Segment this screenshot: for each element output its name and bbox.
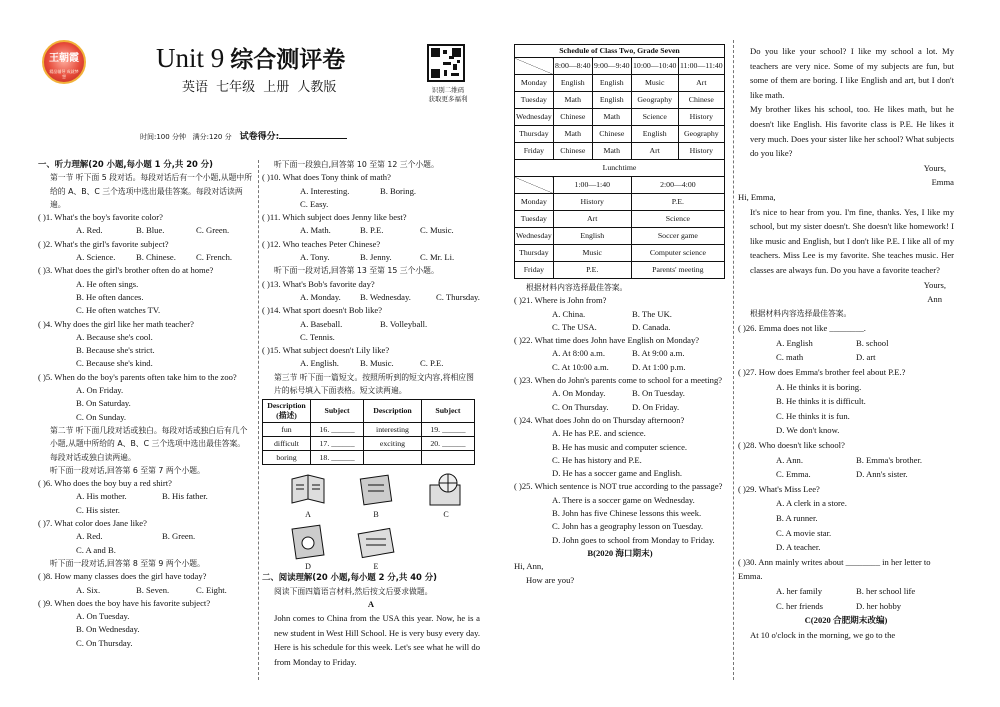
score-blank[interactable] — [279, 131, 347, 139]
question-25[interactable]: ( )25. Which sentence is NOT true according to the passage? A. There is a soccer game on Wednesday. B. John has five Chinese lessons this week. C. John has a geography lesson on Tuesday. D. John goes to school from Monday to Friday. — [514, 481, 723, 545]
schedule-title: Schedule of Class Two, Grade Seven — [515, 45, 725, 58]
answer-blank-16[interactable]: 16. ______ — [311, 423, 364, 437]
day-cell: Thursday — [515, 245, 554, 262]
schedule-row — [515, 75, 725, 92]
column-2 — [262, 158, 480, 669]
section-heading: 一、听力理解(20 小题,每小题 1 分,共 20 分) — [38, 159, 213, 169]
table-cell: boring — [263, 451, 311, 465]
subject-cell: Parents' meeting — [631, 262, 724, 279]
book-icon — [354, 471, 398, 509]
sports-book-icon — [286, 523, 330, 561]
section-heading: 二、阅读理解(20 小题,每小题 2 分,共 40 分) — [262, 572, 437, 583]
instruction: 阅读下面四篇语言材料,然后按文后要求做题。 — [274, 586, 433, 596]
passage-c-text: At 10 o'clock in the morning, we go to the — [750, 629, 896, 640]
subject-cell: History — [678, 143, 724, 160]
picture-c: C — [424, 471, 468, 509]
instruction: 听下面一段对话,回答第 8 至第 9 两个小题。 — [50, 558, 205, 568]
picture-d: D — [286, 523, 330, 561]
day-cell: Wednesday — [515, 228, 554, 245]
answer-blank-19[interactable]: 19. ______ — [421, 423, 474, 437]
instruction: 听下面一段对话,回答第 6 至第 7 两个小题。 — [50, 465, 205, 475]
day-cell: Friday — [515, 262, 554, 279]
instruction: 听下面一段对话,回答第 13 至第 15 三个小题。 — [274, 266, 439, 276]
subject-cell: P.E. — [631, 194, 724, 211]
time-header: 2:00—4:00 — [631, 177, 724, 194]
subject-cell: English — [592, 92, 631, 109]
question-13[interactable]: ( )13. What's Bob's favorite day? A. Monday. B. Wednesday. C. Thursday. — [262, 278, 480, 302]
subject-cell: Computer science — [631, 245, 724, 262]
schedule-row — [515, 194, 725, 211]
instruction: 第一节 听下面 5 段对话。每段对话后有一个小题,从题中所给的 A、B、C 三个选项中选出最佳答案。每段对话读两遍。 — [50, 173, 252, 209]
subject-cell: English — [553, 228, 631, 245]
column-3 — [514, 44, 726, 587]
letter-signature: Emma — [931, 177, 954, 188]
day-cell: Monday — [515, 75, 554, 92]
column-divider — [733, 40, 734, 680]
question-22[interactable]: ( )22. What time does John have English on Monday? A. At 8:00 a.m. B. At 9:00 a.m. C. At 10:00 a.m. D. At 1:00 p.m. — [514, 335, 700, 372]
time-header: 10:00—10:40 — [631, 58, 678, 75]
question-23[interactable]: ( )23. When do John's parents come to school for a meeting? A. On Monday. B. On Tuesday. C. On Thursday. D. On Friday. — [514, 375, 723, 412]
time-header: 8:00—8:40 — [553, 58, 592, 75]
instruction: 听下面一段独白,回答第 10 至第 12 三个小题。 — [274, 160, 439, 169]
subject-cell: Math — [592, 143, 631, 160]
subject-cell: English — [631, 126, 678, 143]
schedule-table — [514, 44, 725, 279]
day-cell: Tuesday — [515, 211, 554, 228]
question-4[interactable]: ( )4. Why does the girl like her math teacher? A. Because she's cool. B. Because she's strict. C. Because she's kind. — [38, 318, 194, 369]
picture-options — [262, 471, 480, 571]
letter-greeting: Hi, Ann, — [514, 561, 544, 572]
qr-code-icon[interactable] — [427, 44, 465, 82]
question-2[interactable]: ( )2. What's the girl's favorite subject? A. Science. B. Chinese. C. French. — [38, 238, 233, 263]
subject-cell: Geography — [678, 126, 724, 143]
question-15[interactable]: ( )15. What subject doesn't Lily like? A. English. B. Music. C. P.E. — [262, 345, 444, 369]
table-header: Subject — [311, 400, 364, 423]
subject-cell: Math — [553, 126, 592, 143]
subject-cell: Art — [553, 211, 631, 228]
schedule-row — [515, 262, 725, 279]
answer-blank-20[interactable]: 20. ______ — [421, 437, 474, 451]
day-cell: Tuesday — [515, 92, 554, 109]
table-cell: interesting — [364, 423, 422, 437]
day-cell: Wednesday — [515, 109, 554, 126]
subject-cell: P.E. — [553, 262, 631, 279]
column-divider — [258, 160, 259, 680]
subject-cell: Math — [553, 92, 592, 109]
exam-meta: 时间:100 分钟 满分:120 分 试卷得分: — [140, 131, 347, 144]
subject-cell: Chinese — [592, 126, 631, 143]
answer-table — [262, 399, 475, 465]
table-header: Subject — [421, 400, 474, 423]
lunch-row: Lunchtime — [515, 160, 725, 177]
day-cell: Monday — [515, 194, 554, 211]
page-title: Unit 9 综合测评卷 — [156, 43, 346, 73]
subject-cell: Chinese — [553, 109, 592, 126]
passage-label: C(2020 合肥期末改编) — [804, 615, 888, 626]
subject-cell: Chinese — [678, 92, 724, 109]
question-1[interactable]: ( )1. What's the boy's favorite color? A. Red. B. Blue. C. Green. — [38, 212, 230, 236]
table-cell: fun — [263, 423, 311, 437]
letter-greeting: Hi, Emma, — [738, 191, 776, 202]
question-10[interactable]: ( )10. What does Tony think of math? A. Interesting. B. Boring. C. Easy. — [262, 172, 417, 209]
subject-cell: Geography — [631, 92, 678, 109]
question-3[interactable]: ( )3. What does the girl's brother often do at home? A. He often sings. B. He often dances. C. He often watches TV. — [38, 265, 214, 316]
question-6[interactable]: ( )6. Who does the boy buy a red shirt? A. His mother. B. His father. C. His sister. — [38, 478, 208, 515]
subject-cell: History — [678, 109, 724, 126]
question-26[interactable]: ( )26. Emma does not like ________. A. English B. school C. math D. art — [738, 323, 889, 363]
letter-signature: Ann — [927, 294, 942, 305]
globe-book-icon — [424, 471, 468, 509]
question-14[interactable]: ( )14. What sport doesn't Bob like? A. Baseball. B. Volleyball. C. Tennis. — [262, 305, 428, 342]
subject-cell: Music — [631, 75, 678, 92]
answer-blank-18[interactable]: 18. ______ — [311, 451, 364, 465]
passage-label: B(2020 海口期末) — [587, 547, 653, 558]
question-11[interactable]: ( )11. Which subject does Jenny like best? A. Math. B. P.E. C. Music. — [262, 212, 454, 236]
instruction: 根据材料内容选择最佳答案。 — [750, 308, 852, 318]
question-9[interactable]: ( )9. When does the boy have his favorite subject? A. On Tuesday. B. On Wednesday. C. On Thursday. — [38, 597, 211, 648]
schedule-row — [515, 92, 725, 109]
subject-cell: Art — [631, 143, 678, 160]
subject-cell: Chinese — [553, 143, 592, 160]
publisher-logo: 王朝霞 精品辅导 成就梦想 — [42, 40, 86, 84]
table-header: Description (描述) — [263, 400, 311, 423]
subject-cell: English — [592, 75, 631, 92]
book-icon — [354, 523, 398, 561]
answer-blank-17[interactable]: 17. ______ — [311, 437, 364, 451]
letter-closing: Yours, — [923, 162, 946, 173]
letter-text: Do you like your school? I like my school a lot. My teachers are very nice. Some of my subjects are fun, but some of them are boring. I like English and art, but I don't like math. — [750, 46, 954, 100]
day-cell: Friday — [515, 143, 554, 160]
schedule-row — [515, 126, 725, 143]
question-28[interactable]: ( )28. Who doesn't like school? A. Ann. B. Emma's brother. C. Emma. D. Ann's sister. — [738, 440, 922, 480]
instruction: 第三节 听下面一篇短文。按照所听到的短文内容,将相应图片的标号填入下面表格。短文读两遍。 — [274, 372, 474, 396]
letter-closing: Yours, — [923, 279, 946, 290]
subject-cell: Science — [631, 211, 724, 228]
schedule-row — [515, 245, 725, 262]
subject-cell: English — [553, 75, 592, 92]
table-cell — [421, 451, 474, 465]
subject-cell: Math — [592, 109, 631, 126]
question-30[interactable]: ( )30. Ann mainly writes about ________ in her letter to Emma. A. her family B. her school life C. her friends D. her hobby — [738, 556, 931, 611]
column-4 — [738, 44, 954, 642]
subject-cell: Music — [553, 245, 631, 262]
book-icon — [286, 471, 330, 509]
schedule-row — [515, 143, 725, 160]
day-cell: Thursday — [515, 126, 554, 143]
time-header: 1:00—1:40 — [553, 177, 631, 194]
subject-cell: History — [553, 194, 631, 211]
question-21[interactable]: ( )21. Where is John from? A. China. B. The UK. C. The USA. D. Canada. — [514, 295, 672, 332]
subject-cell: Art — [678, 75, 724, 92]
question-24[interactable]: ( )24. What does John do on Thursday afternoon? A. He has P.E. and science. B. He has music and computer science. C. He has history and P.E. D. He has a soccer game and English. — [514, 414, 688, 479]
column-1 — [38, 158, 252, 650]
diagonal-cell — [515, 58, 554, 75]
picture-a: A — [286, 471, 330, 509]
qr-note: 识别二维码 获取更多福利 — [428, 86, 468, 103]
passage-label: A — [367, 598, 375, 609]
question-12[interactable]: ( )12. Who teaches Peter Chinese? A. Tony. B. Jenny. C. Mr. Li. — [262, 238, 455, 263]
question-8[interactable]: ( )8. How many classes does the girl have today? A. Six. B. Seven. C. Eight. — [38, 571, 227, 595]
subject-cell: Science — [631, 109, 678, 126]
letter-text: How are you? — [526, 574, 575, 585]
instruction: 根据材料内容选择最佳答案。 — [526, 283, 628, 292]
table-cell — [364, 451, 422, 465]
diagonal-cell — [515, 177, 554, 194]
question-29[interactable]: ( )29. What's Miss Lee? A. A clerk in a store. B. A runner. C. A movie star. D. A teacher. — [738, 483, 847, 553]
schedule-row — [515, 228, 725, 245]
question-27[interactable]: ( )27. How does Emma's brother feel about P.E.? A. He thinks it is boring. B. He thinks it is difficult. C. He thinks it is fun. D. We don't know. — [738, 367, 906, 436]
table-header: Description — [364, 400, 422, 423]
time-header: 9:00—9:40 — [592, 58, 631, 75]
page-subtitle: 英语 七年级 上册 人教版 — [182, 80, 337, 95]
table-cell: difficult — [263, 437, 311, 451]
table-cell: exciting — [364, 437, 422, 451]
question-5[interactable]: ( )5. When do the boy's parents often take him to the zoo? A. On Friday. B. On Saturday. C. On Sunday. — [38, 371, 237, 422]
letter-text: It's nice to hear from you. I'm fine, thanks. Yes, I like my school, but my sister doesn't. She doesn't like homework! I like music and English, but I don't like P.E. I like all of my teachers. Miss Lee is my favorite. She teaches music. Her classes are always fun. Do you have a favorite teacher? — [750, 206, 954, 275]
picture-b: B — [354, 471, 398, 509]
instruction: 第二节 听下面几段对话或独白。每段对话或独白后有几个小题,从题中所给的 A、B、C 三个选项中选出最佳答案。每段对话或独白读两遍。 — [50, 425, 248, 462]
passage-a-text: John comes to China from the USA this year. Now, he is a new student in West Hill School. He is very busy every day. Here is his schedule for this week. Let's see what he will do from Monday to Friday. — [274, 613, 481, 667]
time-header: 11:00—11:40 — [678, 58, 724, 75]
picture-e: E — [354, 523, 398, 561]
letter-text: My brother likes his school, too. He likes math, but he doesn't like English. His favorite class is P.E. He likes it very much. Does your sister like her school? What subjects do you like? — [750, 104, 954, 159]
schedule-row — [515, 211, 725, 228]
subject-cell: Soccer game — [631, 228, 724, 245]
question-7[interactable]: ( )7. What color does Jane like? A. Red. B. Green. C. A and B. — [38, 518, 196, 555]
schedule-row — [515, 109, 725, 126]
